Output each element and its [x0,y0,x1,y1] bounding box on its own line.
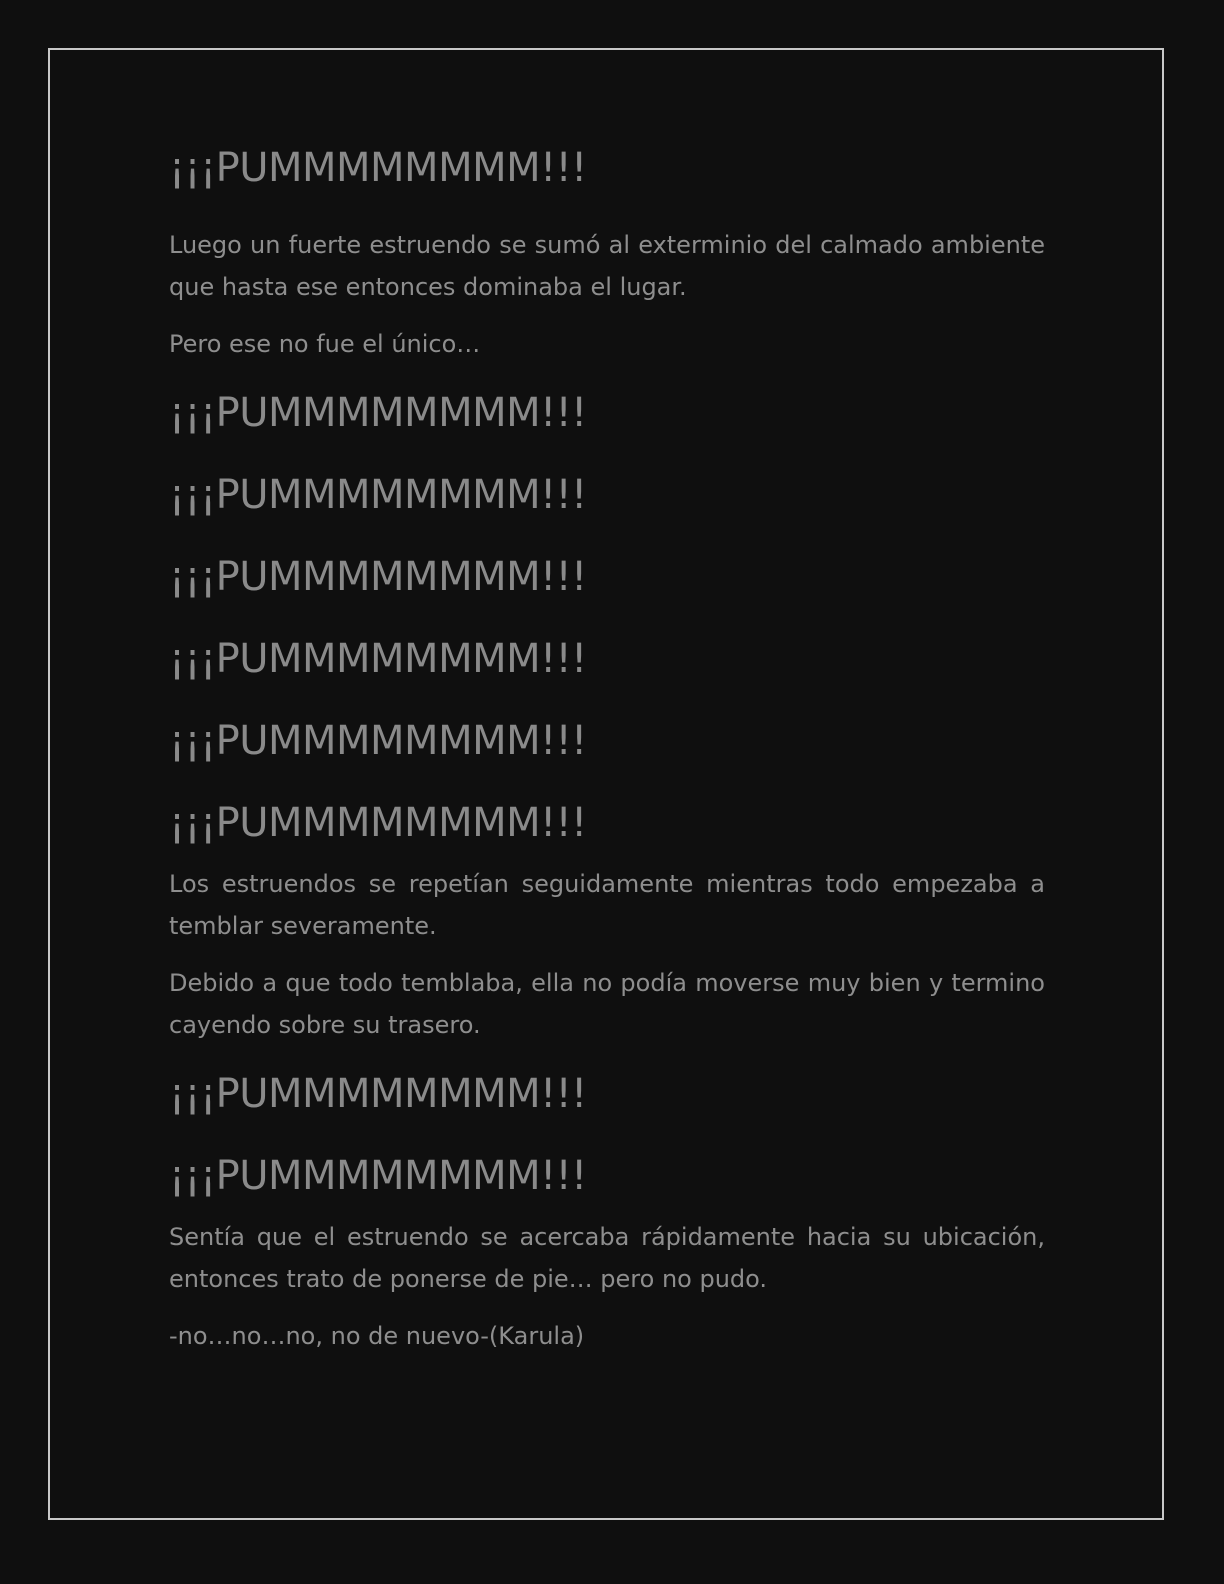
paragraph: -no…no…no, no de nuevo-(Karula) [169,1322,585,1350]
paragraph: Debido a que todo temblaba, ella no podía moverse muy bien y termino cayendo sobre su trasero. [169,969,1045,1039]
sound-effect: ¡¡¡PUMMMMMMMM!!! [169,718,587,764]
paragraph: Sentía que el estruendo se acercaba rápidamente hacia su ubicación, entonces trato de ponerse de pie… pero no pudo. [169,1223,1045,1293]
sound-effect: ¡¡¡PUMMMMMMMM!!! [169,390,587,436]
sound-effect: ¡¡¡PUMMMMMMMM!!! [169,145,587,191]
sound-effect: ¡¡¡PUMMMMMMMM!!! [169,1071,587,1117]
story-text [169,142,1045,1372]
paragraph: Luego un fuerte estruendo se sumó al exterminio del calmado ambiente que hasta ese entonces dominaba el lugar. [169,231,1045,301]
sound-effect: ¡¡¡PUMMMMMMMM!!! [169,554,587,600]
sound-effect: ¡¡¡PUMMMMMMMM!!! [169,636,587,682]
sound-effect: ¡¡¡PUMMMMMMMM!!! [169,1153,587,1199]
paragraph: Los estruendos se repetían seguidamente mientras todo empezaba a temblar severamente. [169,870,1045,940]
sound-effect: ¡¡¡PUMMMMMMMM!!! [169,800,587,846]
paragraph: Pero ese no fue el único… [169,330,481,358]
sound-effect: ¡¡¡PUMMMMMMMM!!! [169,472,587,518]
